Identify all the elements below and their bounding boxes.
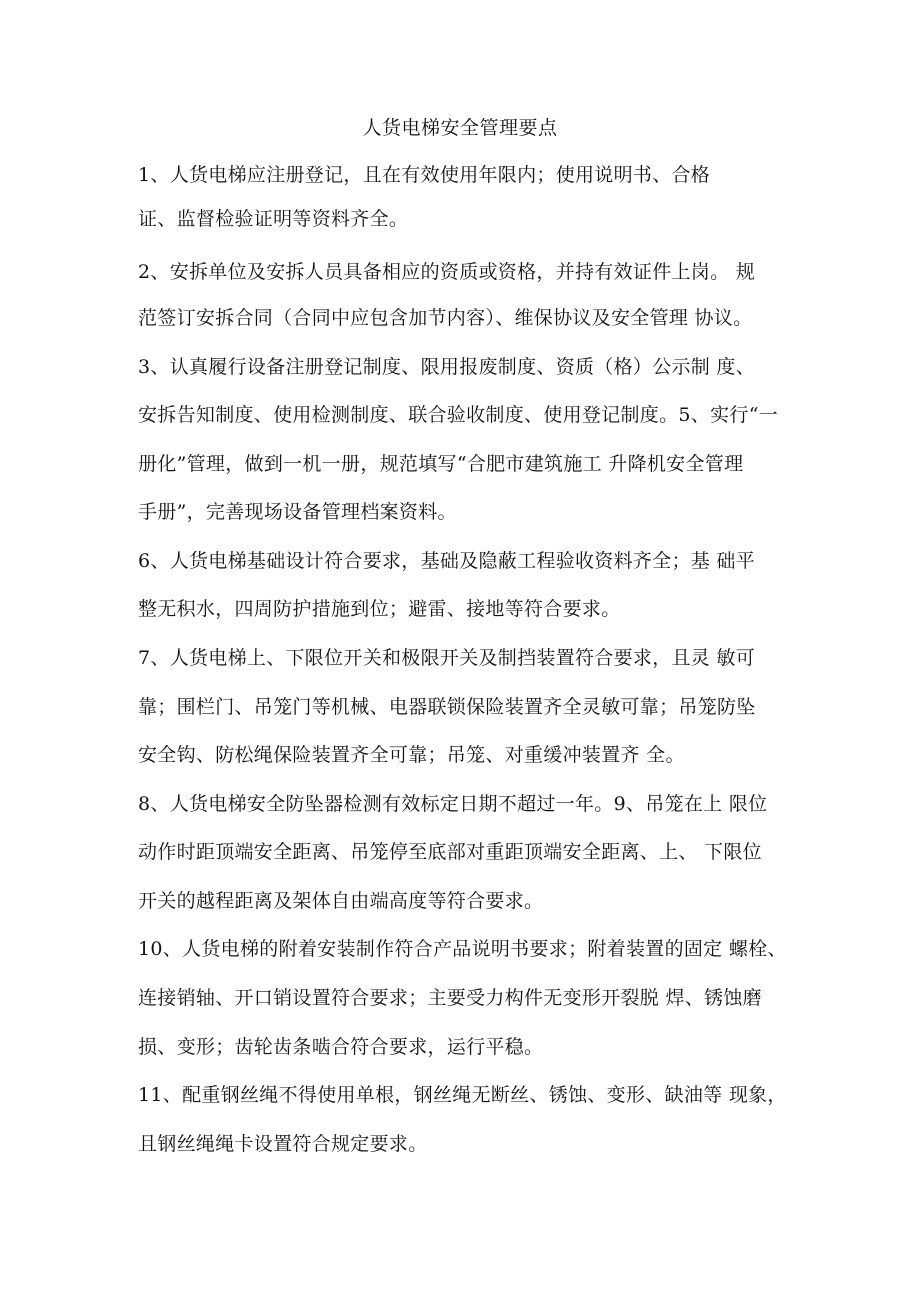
text-line: 安全钩、防松绳保险装置齐全可靠；吊笼、对重缓冲装置齐 全。: [138, 744, 685, 766]
text-line: 2、安拆单位及安拆人员具备相应的资质或资格，并持有效证件上岗。 规: [138, 261, 756, 283]
text-line: 安拆告知制度、使用检测制度、联合验收制度、使用登记制度。5、实行“一: [138, 404, 779, 426]
text-line: 证、监督检验证明等资料齐全。: [138, 208, 409, 230]
text-line: 动作时距顶端安全距离、吊笼停至底部对重距顶端安全距离、上、 下限位: [138, 841, 762, 863]
text-line: 册化”管理，做到一机一册，规范填写“合肥市建筑施工 升降机安全管理: [138, 453, 744, 475]
text-line: 7、人货电梯上、下限位开关和极限开关及制挡装置符合要求，且灵 敏可: [138, 647, 756, 669]
text-line: 且钢丝绳绳卡设置符合规定要求。: [138, 1133, 428, 1155]
text-line: 11、配重钢丝绳不得使用单根，钢丝绳无断丝、锈蚀、变形、缺油等 现象，: [138, 1084, 787, 1106]
text-line: 范签订安拆合同（合同中应包含加节内容）、维保协议及安全管理 协议。: [138, 307, 753, 329]
text-line: 8、人货电梯安全防坠器检测有效标定日期不超过一年。9、吊笼在上 限位: [138, 793, 768, 815]
text-line: 开关的越程距离及架体自由端高度等符合要求。: [138, 890, 544, 912]
text-line: 10、人货电梯的附着安装制作符合产品说明书要求；附着装置的固定 螺栓、: [138, 938, 787, 960]
text-line: 6、人货电梯基础设计符合要求，基础及隐蔽工程验收资料齐全；基 础平: [138, 550, 756, 572]
text-line: 连接销轴、开口销设置符合要求；主要受力构件无变形开裂脱 焊、锈蚀磨: [138, 987, 762, 1009]
text-line: 靠；围栏门、吊笼门等机械、电器联锁保险装置齐全灵敏可靠；吊笼防坠: [138, 696, 756, 718]
text-line: 1、人货电梯应注册登记，且在有效使用年限内；使用说明书、合格: [138, 164, 711, 186]
text-line: 手册”，完善现场设备管理档案资料。: [138, 501, 457, 523]
text-line: 损、变形；齿轮齿条啮合符合要求，运行平稳。: [138, 1036, 544, 1058]
text-line: 整无积水，四周防护措施到位；避雷、接地等符合要求。: [138, 598, 621, 620]
text-line: 3、认真履行设备注册登记制度、限用报废制度、资质（格）公示制 度、: [138, 356, 756, 378]
page-title: 人货电梯安全管理要点: [362, 117, 558, 139]
